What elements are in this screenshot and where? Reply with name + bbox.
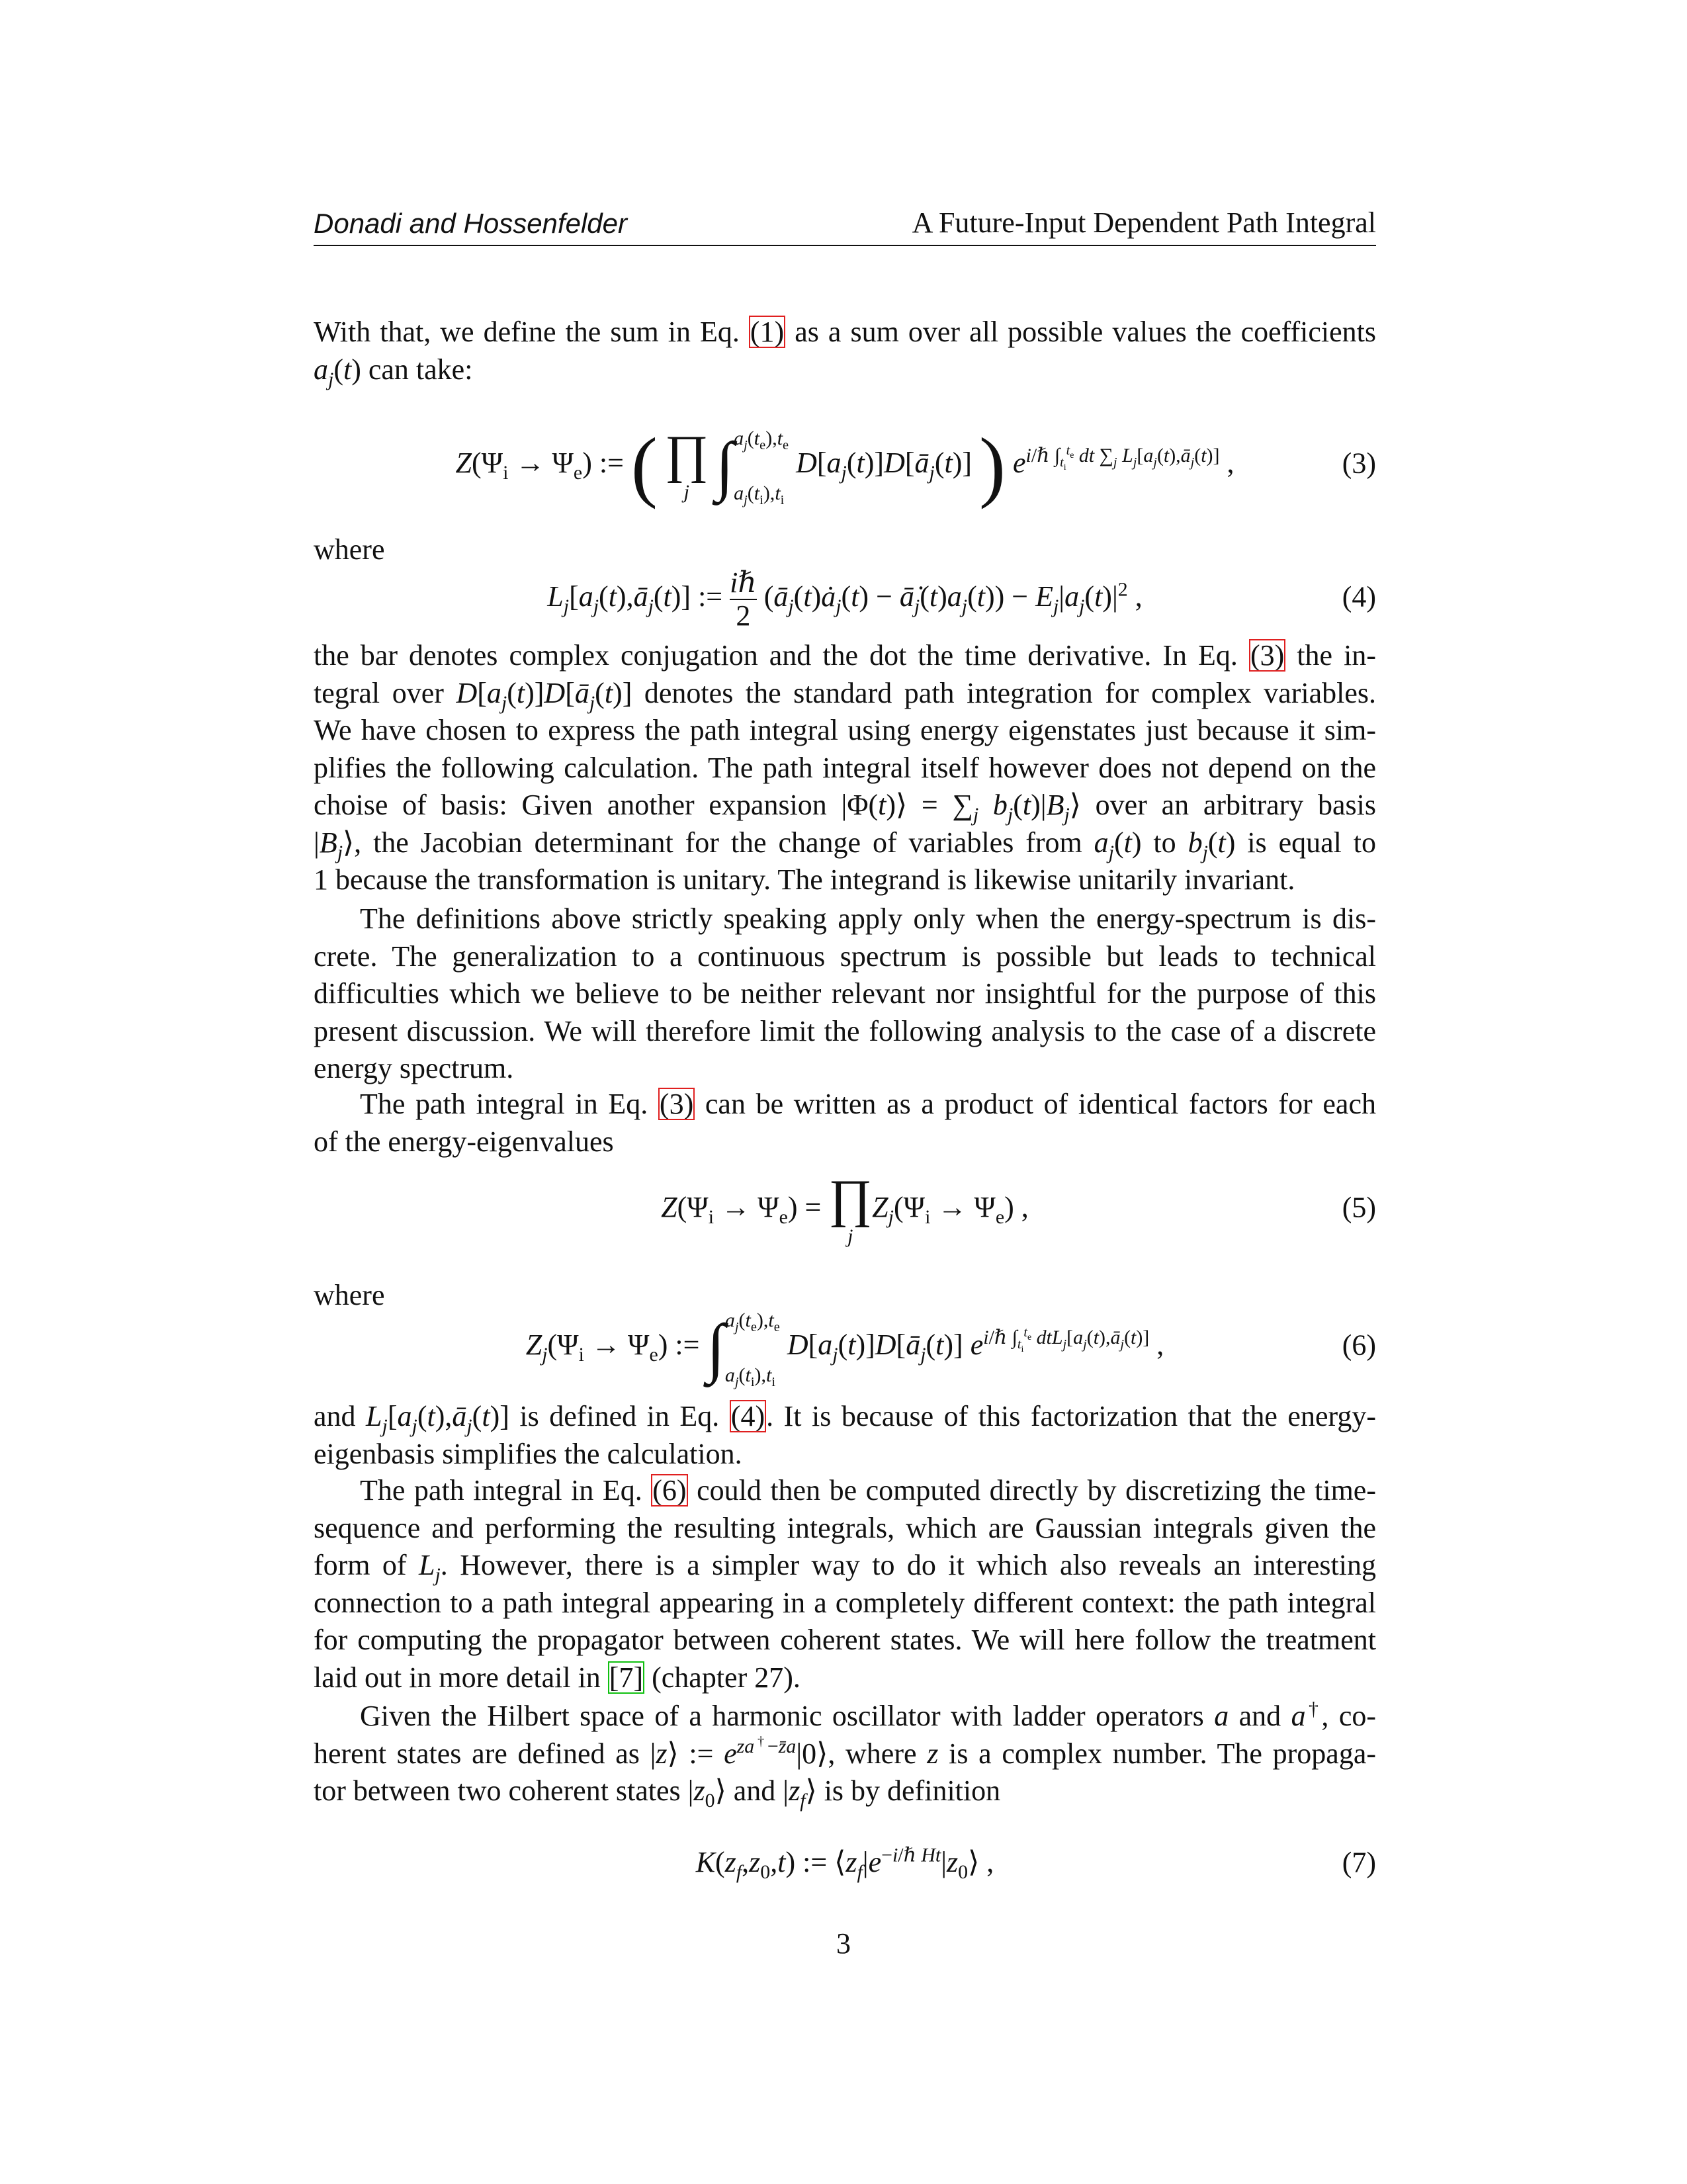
equation-7	[314, 1836, 1376, 1889]
integral-symbol: ∫	[707, 1310, 725, 1384]
eq-rhs: $Z_j(\Psi_i \to \Psi_e)$ ,	[872, 1191, 1029, 1228]
page-number: 3	[836, 1927, 851, 1960]
text-line: choise of basis: Given another expansion |Φ(t)⟩ = $\sum_j$ $b_j(t)|B_j⟩$ over an arbitrary basis	[314, 789, 1377, 826]
eq-lhs: $Z(\Psi_i \to \Psi_e)$ :=	[455, 447, 624, 484]
eq-lhs: $L_j[a_j(t),ā_j(t)]$ :=	[547, 580, 723, 617]
paren-close: )	[979, 421, 1006, 509]
integral-upper-limit: $a_j(t_e),t_e$	[734, 427, 789, 453]
text-line: energy spectrum.	[314, 1052, 514, 1084]
integral-symbol: ∫	[715, 428, 734, 502]
text-line: The path integral in Eq. (3) can be written as a product of identical factors for each	[360, 1088, 1376, 1120]
paragraph	[314, 1472, 1376, 1696]
text-line: plifies the following calculation. The path integral itself however does not depend on the	[314, 751, 1376, 784]
equation-5	[314, 1168, 1376, 1247]
fraction-numerator: iℏ	[730, 567, 757, 600]
text-line: Given the Hilbert space of a harmonic oscillator with ladder operators a and a†, co-	[360, 1698, 1376, 1732]
integral-lower-limit: $a_j(t_i),t_i$	[724, 1364, 776, 1389]
equation-6	[314, 1299, 1376, 1391]
equation-4	[314, 564, 1376, 630]
text-line: laid out in more detail in [7] (chapter 27).	[314, 1661, 800, 1694]
text-line: $|B_j⟩$, the Jacobian determinant for the change of variables from $a_j(t)$ to $b_j(t)$ is equal to	[314, 826, 1376, 863]
text-line: crete. The generalization to a continuous spectrum is possible but leads to technical	[314, 939, 1376, 973]
path-measure: $D[a_j(t)]D[ā_j(t)]$	[796, 447, 973, 484]
text-line: form of $L_j$. However, there is a simpler way to do it which also reveals an interesting	[314, 1549, 1376, 1586]
product-index: j	[847, 1225, 853, 1248]
product-index: j	[683, 481, 689, 503]
eq-lhs: $Z_j(\Psi_i \to \Psi_e)$ :=	[525, 1329, 700, 1366]
text-line: tor between two coherent states $|z_0⟩$ and $|z_f⟩$ is by definition	[314, 1774, 1001, 1812]
text-line: sequence and performing the resulting integrals, which are Gaussian integrals given the	[314, 1511, 1376, 1544]
paragraph	[314, 1698, 1376, 1810]
paragraph	[314, 900, 1376, 1088]
paren-open: (	[630, 421, 658, 509]
where-label: where	[314, 1279, 385, 1311]
eq-rhs: $D[a_j(t)]D[ā_j(t)]$ $e^{i/\hbar \int_{t_i}^{t_e} dtL_j[a_j(t),ā_j(t)]}$ ,	[787, 1325, 1164, 1366]
text-line: $a_j(t)$ can take:	[314, 353, 473, 390]
text-line: the bar denotes complex conjugation and the dot the time derivative. In Eq. (3) the in-	[314, 639, 1376, 672]
text-line: tegral over $D[a_j(t)]D[ā_j(t)]$ denotes the standard path integration for complex variables.	[314, 676, 1376, 714]
paragraph	[314, 1086, 1376, 1160]
equation-number: (3)	[1342, 447, 1376, 480]
text-line: The path integral in Eq. (6) could then be computed directly by discretizing the time-	[360, 1474, 1376, 1507]
text-line: present discussion. We will therefore limit the following analysis to the case of a discrete	[314, 1014, 1376, 1047]
exponential: $e^{i/\hbar \int_{t_i}^{t_e} dt \sum_j L_j[a_j(t),ā_j(t)]}$ ,	[1012, 443, 1234, 479]
text-line: With that, we define the sum in Eq. (1) as a sum over all possible values the coefficients	[314, 316, 1377, 348]
integral-upper-limit: $a_j(t_e),t_e$	[724, 1309, 780, 1334]
paragraph	[314, 1398, 1376, 1473]
text-line: We have chosen to express the path integral using energy eigenstates just because it sim-	[314, 714, 1376, 746]
text-line: and $L_j[a_j(t),ā_j(t)]$ is defined in Eq. (4). It is because of this factorization that the energy-	[314, 1400, 1376, 1437]
equation-number: (7)	[1342, 1846, 1376, 1879]
text-line: of the energy-eigenvalues	[314, 1125, 614, 1158]
eq-body: $K(z_f,z_0,t)$ := $⟨z_f|e^{-i/\hbar Ht}|z_0⟩$ ,	[695, 1844, 994, 1883]
equation-number: (6)	[1342, 1329, 1376, 1362]
text-line: connection to a path integral appearing in a completely different context: the path integral	[314, 1586, 1376, 1619]
eq-rhs: ($ā_j(t)ȧ_j(t)$ − $ā̇_j(t)a_j(t)) - E_j|a_j(t)|^2$ ,	[763, 578, 1143, 617]
text-line: eigenbasis simplifies the calculation.	[314, 1437, 742, 1470]
running-header	[314, 206, 1376, 246]
integral-lower-limit: $a_j(t_i),t_i$	[734, 482, 785, 507]
text-line: 1 because the transformation is unitary. The integrand is likewise unitarily invariant.	[314, 863, 1295, 896]
text-line: difficulties which we believe to be neither relevant nor insightful for the purpose of this	[314, 977, 1376, 1010]
text-line: for computing the propagator between coherent states. We will here follow the treatment	[314, 1624, 1376, 1656]
paragraph	[314, 637, 1376, 899]
equation-3	[314, 410, 1376, 516]
paragraph	[314, 314, 1376, 388]
text-line: herent states are defined as |z⟩ := $e^{za^\dagger-z̄a}|0⟩$, where z is a complex number. The propaga-	[314, 1733, 1377, 1770]
header-authors: Donadi and Hossenfelder	[314, 208, 627, 239]
equation-number: (5)	[1342, 1191, 1376, 1224]
header-title: A Future-Input Dependent Path Integral	[912, 206, 1376, 239]
where-label: where	[314, 533, 385, 566]
fraction-denominator: 2	[736, 599, 751, 632]
product-symbol: ∏	[664, 425, 709, 484]
eq-lhs: $Z(\Psi_i \to \Psi_e)$ =	[661, 1191, 822, 1228]
product-symbol: ∏	[828, 1170, 873, 1229]
text-line: The definitions above strictly speaking apply only when the energy-spectrum is dis-	[360, 902, 1376, 935]
equation-number: (4)	[1342, 580, 1376, 613]
